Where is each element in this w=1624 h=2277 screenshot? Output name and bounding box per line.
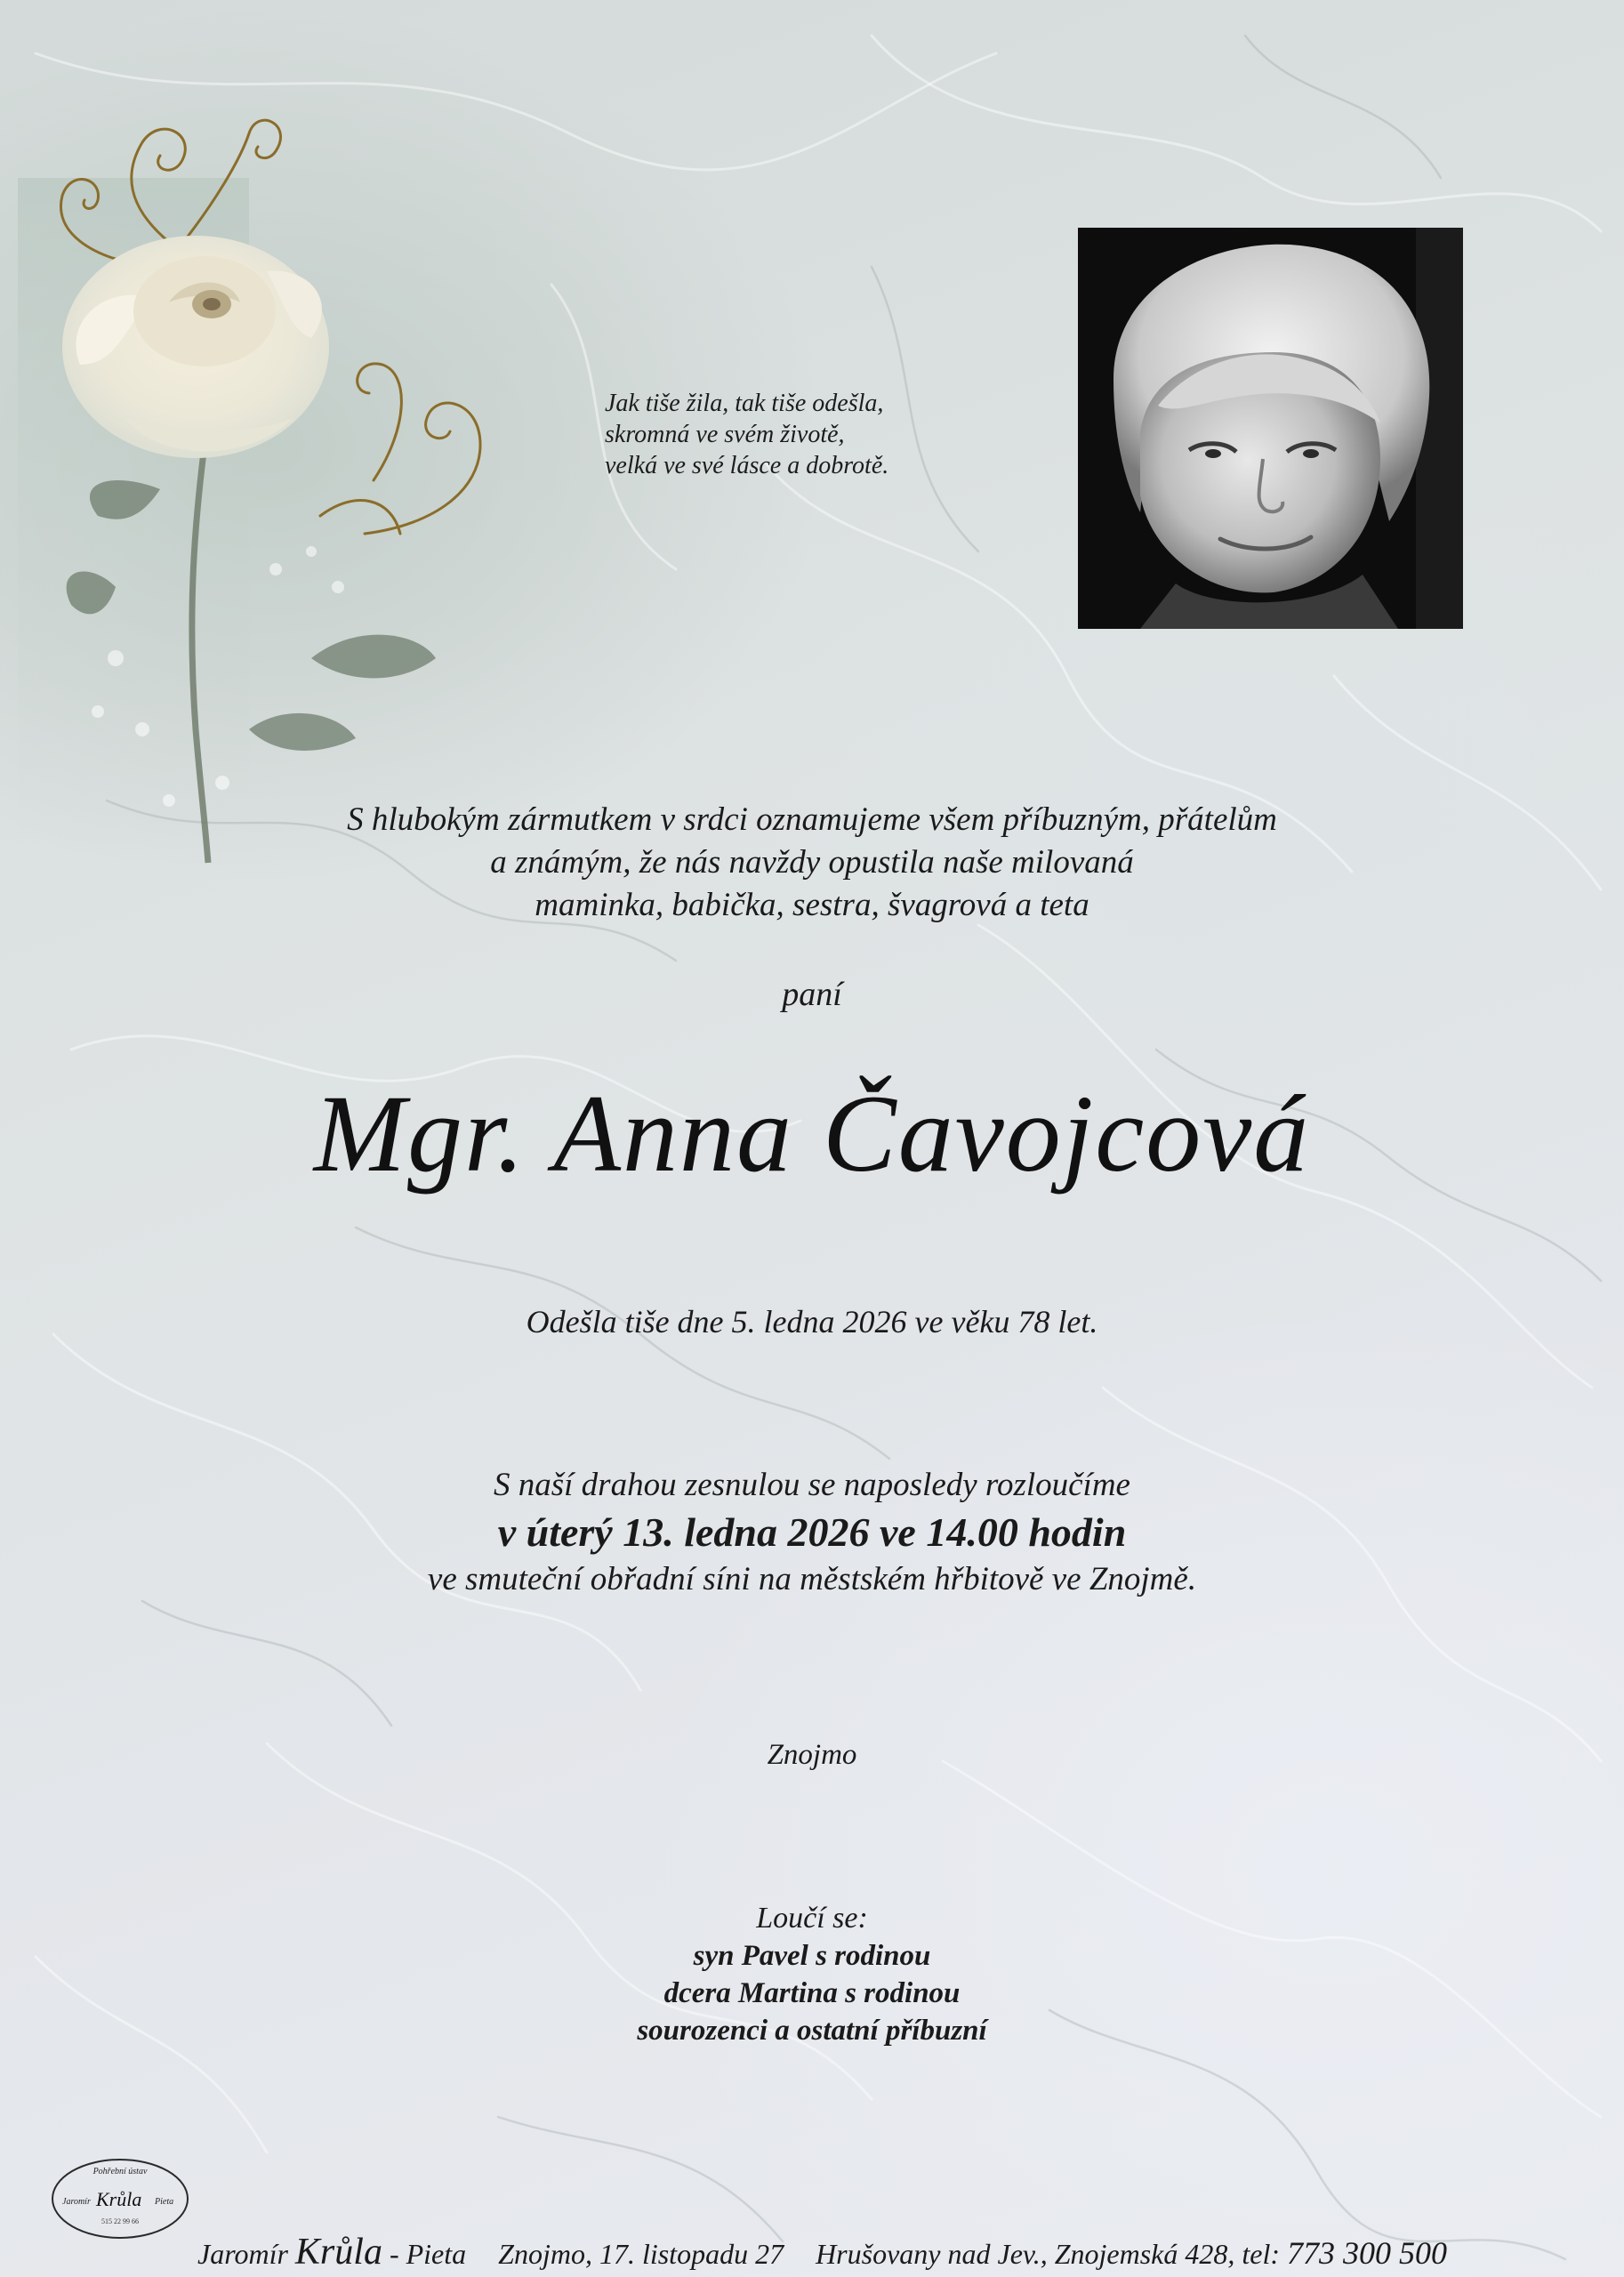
logo-phone: 515 22 99 66 — [101, 2217, 139, 2225]
footer-phone: 773 300 500 — [1287, 2235, 1448, 2271]
footer-phone-label: tel: — [1242, 2238, 1281, 2270]
mourner: dcera Martina s rodinou — [663, 1977, 961, 2009]
logo-name-small: Jaromír — [62, 2197, 91, 2207]
logo-suffix: Pieta — [155, 2197, 174, 2207]
mourner: syn Pavel s rodinou — [693, 1940, 931, 1972]
announcement-line: a známým, že nás navždy opustila naše milovaná — [490, 844, 1134, 881]
funeral-datetime: v úterý 13. ledna 2026 ve 14.00 hodin — [497, 1509, 1127, 1555]
funeral-info — [0, 1464, 1624, 1601]
deceased-name: Mgr. Anna Čavojcová — [313, 1073, 1311, 1195]
place: Znojmo — [767, 1739, 857, 1771]
mourners-list — [0, 1900, 1624, 2049]
mourners-lead: Loučí se: — [756, 1902, 868, 1935]
funeral-home-logo — [50, 2156, 190, 2241]
portrait-photo — [1078, 228, 1463, 629]
announcement-line: S hlubokým zármutkem v srdci oznamujeme všem příbuzným, přátelům — [347, 801, 1277, 838]
funeral-intro: S naší drahou zesnulou se naposledy rozloučíme — [494, 1467, 1130, 1503]
footer-owner: Jaromír — [197, 2238, 288, 2270]
honorific: paní — [782, 976, 842, 1013]
motto-line: Jak tiše žila, tak tiše odešla, — [605, 390, 884, 417]
logo-top-text: Pohřební ústav — [92, 2167, 148, 2176]
motto-line: velká ve své lásce a dobrotě. — [605, 452, 889, 479]
footer-address-znojmo: Znojmo, 17. listopadu 27 — [498, 2238, 784, 2270]
announcement-line: maminka, babička, sestra, švagrová a teta — [535, 887, 1089, 923]
departure-date: Odešla tiše dne 5. ledna 2026 ve věku 78 let. — [526, 1304, 1098, 1340]
footer-contact — [197, 2234, 1585, 2277]
rose-decoration — [18, 107, 516, 872]
footer-address-hrusovany: Hrušovany nad Jev., Znojemská 428, — [816, 2238, 1235, 2270]
funeral-location: ve smuteční obřadní síni na městském hřbitově ve Znojmě. — [427, 1561, 1197, 1597]
motto-line: skromná ve svém životě, — [605, 421, 845, 448]
logo-brand: Krůla — [96, 2188, 142, 2210]
footer-suffix: - Pieta — [389, 2238, 467, 2270]
mourner: sourozenci a ostatní příbuzní — [637, 2015, 987, 2047]
motto-verse — [605, 388, 978, 481]
footer-brand: Krůla — [294, 2232, 382, 2273]
announcement-text — [0, 799, 1624, 927]
